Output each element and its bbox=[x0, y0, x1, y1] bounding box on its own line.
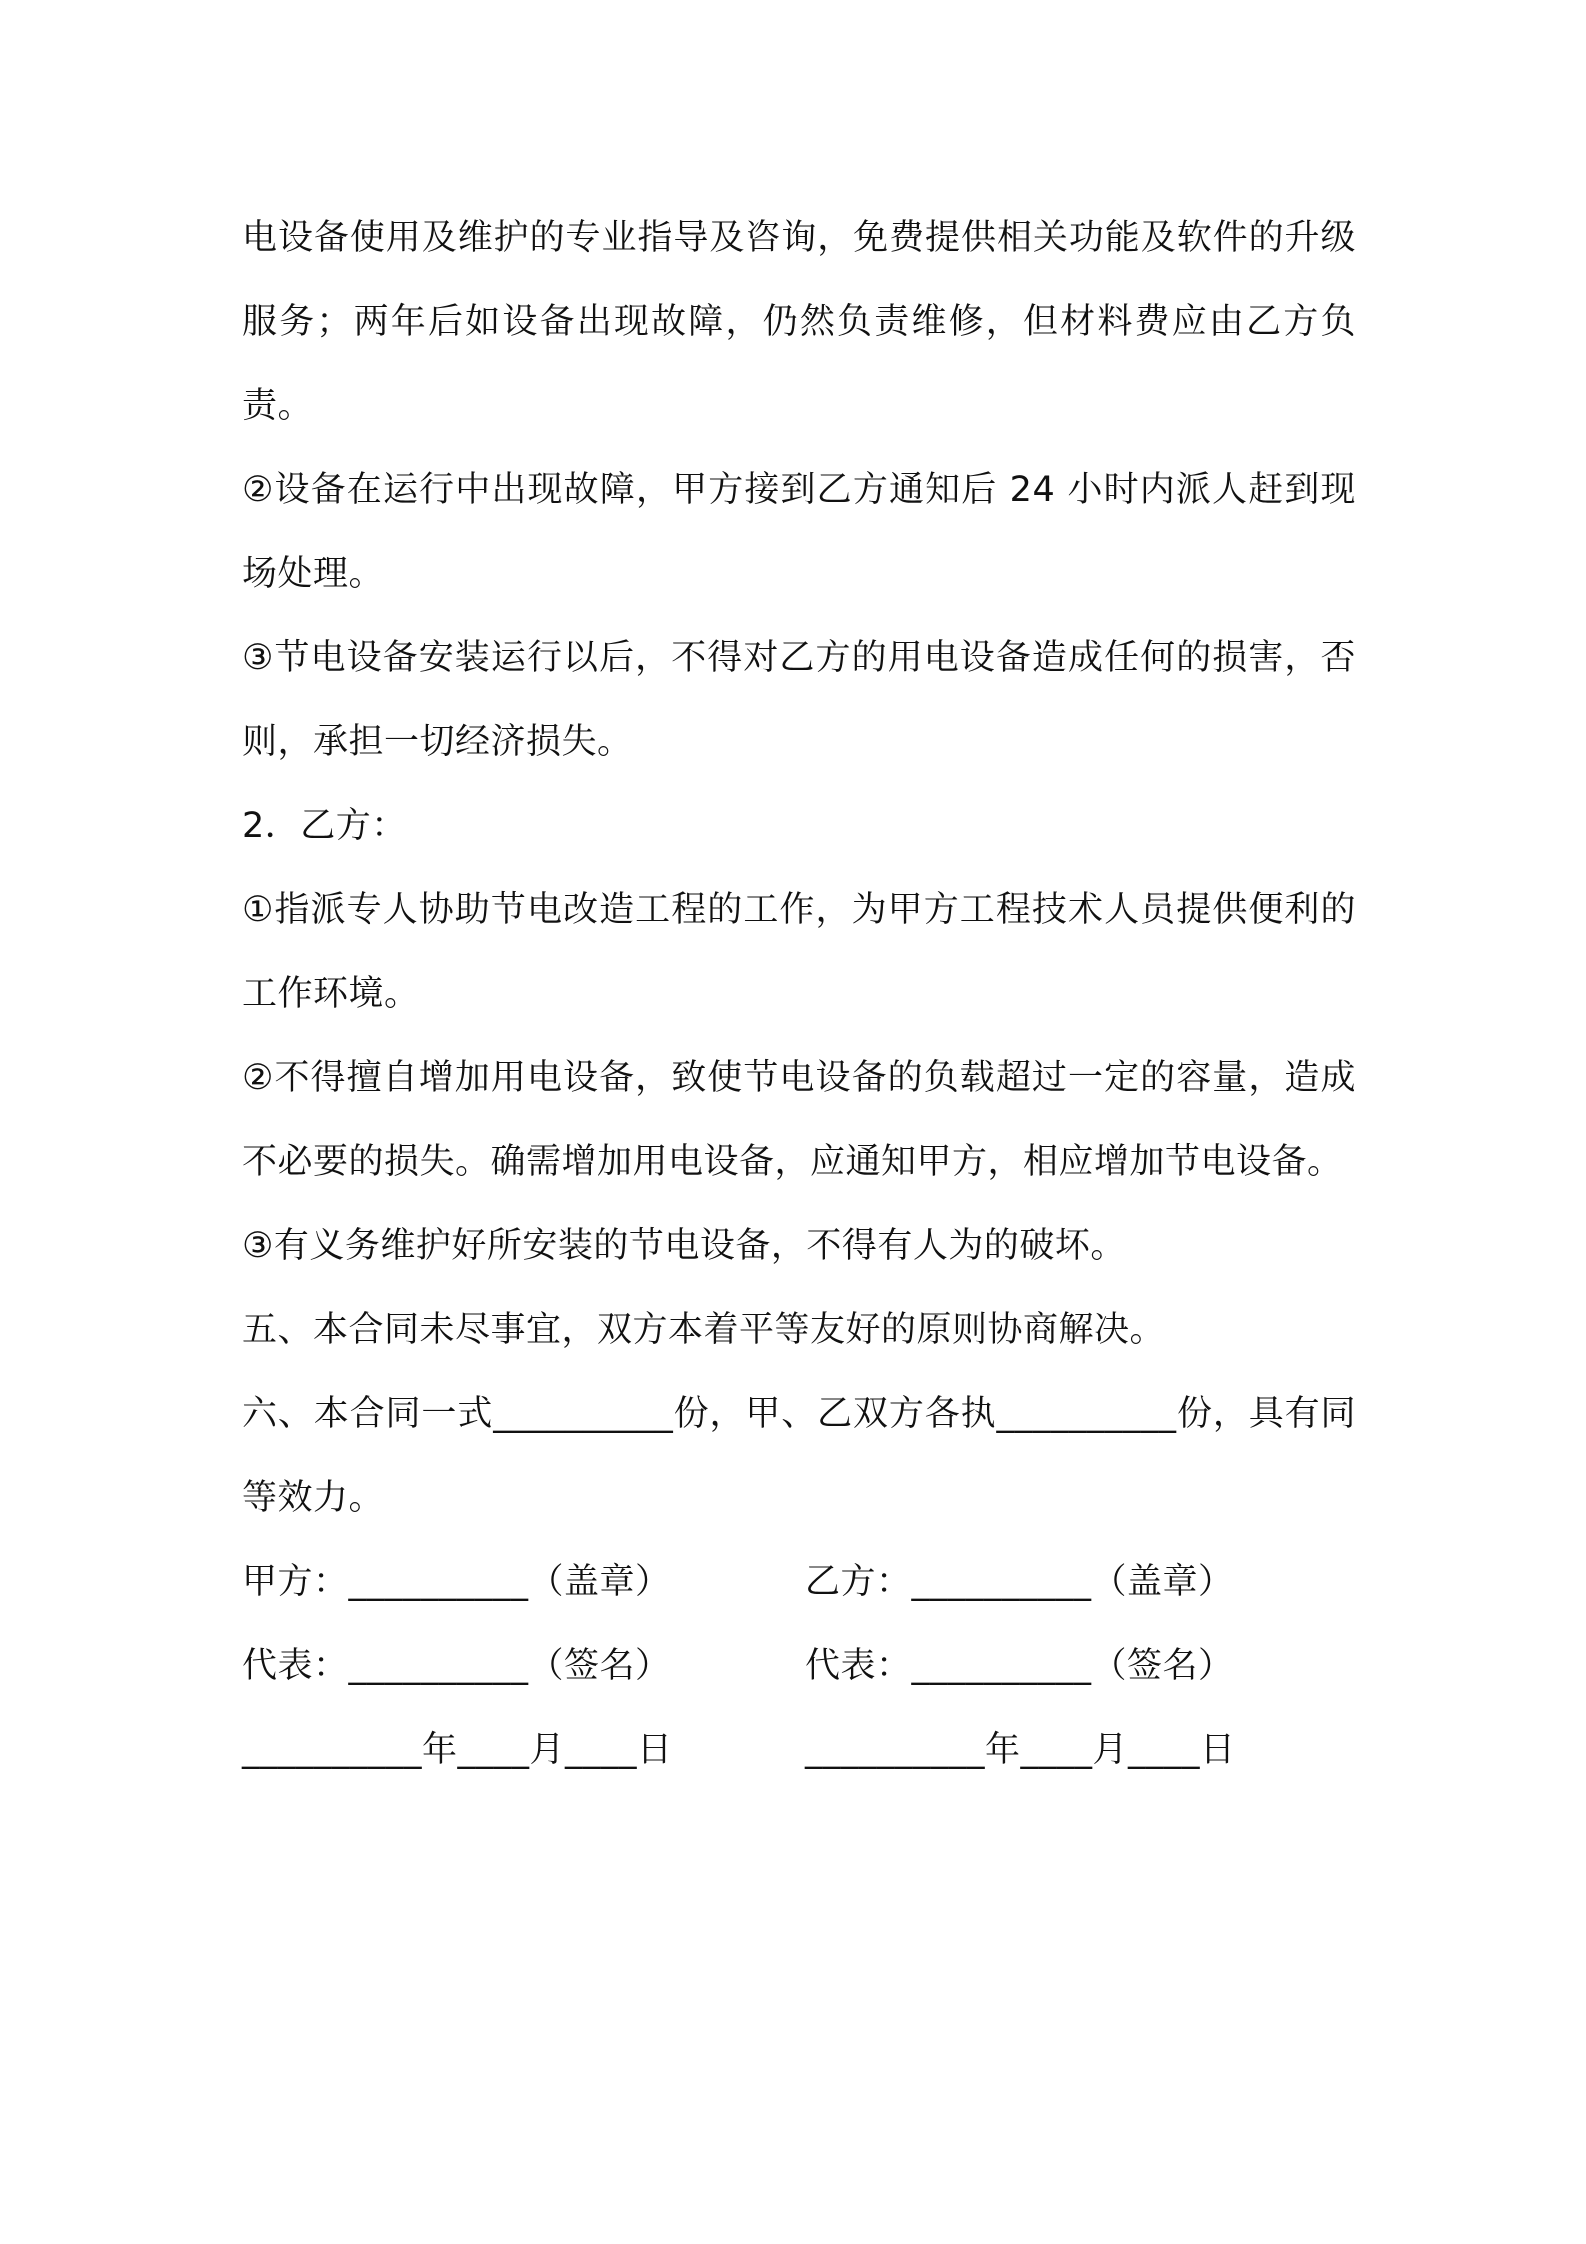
party-a-seal-line: 甲方：__________（盖章） bbox=[242, 1562, 671, 1602]
party-b-representative-line: 代表：__________（签名） bbox=[805, 1646, 1234, 1686]
party-b-date-line: __________年____月____日 bbox=[805, 1730, 1236, 1770]
signature-row-date bbox=[242, 1708, 1356, 1792]
clause-party-b-maintain: ③有义务维护好所安装的节电设备，不得有人为的破坏。 bbox=[242, 1226, 1126, 1266]
party-a-representative-line: 代表：__________（签名） bbox=[242, 1646, 671, 1686]
party-b-seal-line: 乙方：__________（盖章） bbox=[805, 1562, 1234, 1602]
section-heading-party-b: 2．乙方： bbox=[242, 806, 407, 846]
clause-party-b-no-added-load: ②不得擅自增加用电设备，致使节电设备的负载超过一定的容量，造成不必要的损失。确需增加用电设备，应通知甲方，相应增加节电设备。 bbox=[242, 1058, 1356, 1182]
clause-party-a-no-damage: ③节电设备安装运行以后，不得对乙方的用电设备造成任何的损害，否则，承担一切经济损失。 bbox=[242, 638, 1356, 762]
clause-party-b-assist: ①指派专人协助节电改造工程的工作，为甲方工程技术人员提供便利的工作环境。 bbox=[242, 890, 1356, 1014]
signature-row-seal bbox=[242, 1540, 1356, 1624]
party-a-date-line: __________年____月____日 bbox=[242, 1730, 673, 1770]
clause-five-unresolved-matters: 五、本合同未尽事宜，双方本着平等友好的原则协商解决。 bbox=[242, 1310, 1166, 1350]
signature-row-representative bbox=[242, 1624, 1356, 1708]
clause-party-a-fault-response: ②设备在运行中出现故障，甲方接到乙方通知后 24 小时内派人赶到现场处理。 bbox=[242, 470, 1356, 594]
clause-party-a-warranty: 电设备使用及维护的专业指导及咨询，免费提供相关功能及软件的升级服务；两年后如设备出现故障，仍然负责维修，但材料费应由乙方负责。 bbox=[242, 218, 1356, 426]
document-body bbox=[242, 196, 1356, 1792]
clause-six-copies: 六、本合同一式__________份，甲、乙双方各执__________份，具有同等效力。 bbox=[242, 1394, 1356, 1518]
